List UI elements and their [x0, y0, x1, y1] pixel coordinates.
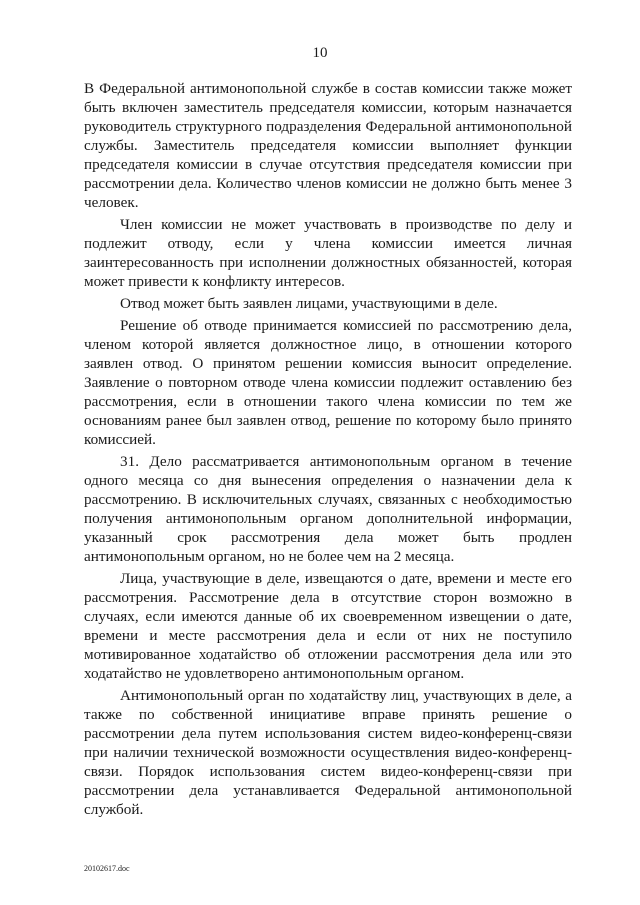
paragraph-participants-notice: Лица, участвующие в деле, извещаются о дате, времени и месте его рассмотрения. Рассмотрение дела в отсутствие сторон возможно в случаях, если имеются данные об их своевременном извещении о дате, времени и месте рассмотрения дела и если от них не поступило мотивированное ходатайство об отложении рассмотрения дела или это ходатайство не удовлетворено антимонопольным органом. — [84, 570, 572, 682]
paragraph-commission-deputy: В Федеральной антимонопольной службе в состав комиссии также может быть включен заместитель председателя комиссии, которым назначается руководитель структурного подразделения Федеральной антимонопольной службы. Заместитель председателя комиссии выполняет функции председателя комиссии в случае отсутствия председателя комиссии при рассмотрении дела. Количество членов комиссии не должно быть менее 3 человек. — [84, 80, 572, 211]
paragraph-item-31-term: 31. Дело рассматривается антимонопольным органом в течение одного месяца со дня вынесения определения о назначении дела к рассмотрению. В исключительных случаях, связанных с необходимостью получения антимонопольным органом дополнительной информации, указанный срок рассмотрения дела может быть продлен антимонопольным органом, но не более чем на 2 месяца. — [84, 453, 572, 565]
paragraph-member-recusal: Член комиссии не может участвовать в производстве по делу и подлежит отводу, если у члена комиссии имеется личная заинтересованность при исполнении должностных обязанностей, которая может привести к конфликту интересов. — [84, 216, 572, 290]
paragraph-recusal-decision: Решение об отводе принимается комиссией по рассмотрению дела, членом которой является должностное лицо, в отношении которого заявлен отвод. О принятом решении комиссия выносит определение. Заявление о повторном отводе члена комиссии подлежит оставлению без рассмотрения, если в отношении такого члена комиссии по тем же основаниям ранее был заявлен отвод, решение по которому было принято комиссией. — [84, 317, 572, 448]
paragraph-video-conference: Антимонопольный орган по ходатайству лиц, участвующих в деле, а также по собственной инициативе вправе принять решение о рассмотрении дела путем использования систем видео-конференц-связи при наличии технической возможности осуществления видео-конференц-связи. Порядок использования систем видео-конференц-связи при рассмотрении дела устанавливается Федеральной антимонопольной службой. — [84, 687, 572, 818]
document-body — [84, 79, 572, 819]
file-name-footer: 20102617.doc — [84, 864, 130, 873]
page-number: 10 — [312, 45, 328, 61]
paragraph-recusal-filing: Отвод может быть заявлен лицами, участвующими в деле. — [120, 295, 498, 312]
